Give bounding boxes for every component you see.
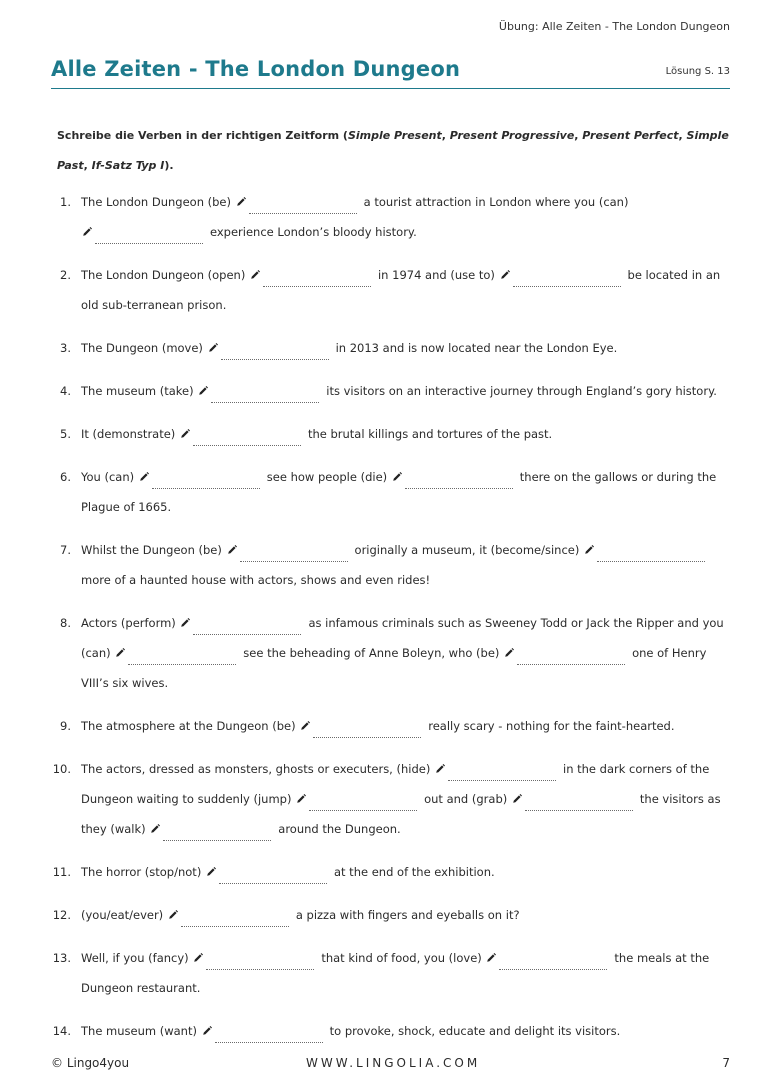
- separator: ,: [678, 129, 687, 142]
- pencil-icon: [486, 953, 496, 963]
- exercise-item: [0, 260, 768, 320]
- pencil-icon: [180, 429, 190, 439]
- pencil-icon: [139, 472, 149, 482]
- item-text: [81, 1016, 733, 1046]
- pencil-icon: [202, 1026, 212, 1036]
- answer-blank[interactable]: [219, 869, 327, 884]
- answer-blank[interactable]: [313, 723, 421, 738]
- exercise-item: [0, 900, 768, 930]
- pencil-icon: [115, 648, 125, 658]
- answer-blank[interactable]: [263, 272, 371, 287]
- item-number: 8.: [60, 616, 71, 630]
- item-text-segment: in the dark corners of the Dungeon waiting to suddenly (jump): [81, 762, 710, 806]
- answer-gap[interactable]: [167, 900, 296, 930]
- item-text-segment: originally a museum, it (become/since): [354, 543, 580, 557]
- item-text-segment: It (demonstrate): [81, 427, 176, 441]
- pencil-icon: [296, 794, 306, 804]
- item-text-segment: The actors, dressed as monsters, ghosts or executers, (hide): [81, 762, 431, 776]
- item-text-segment: in 1974 and (use to): [377, 268, 495, 282]
- answer-blank[interactable]: [240, 547, 348, 562]
- exercise-item: [0, 943, 768, 1003]
- pencil-icon: [150, 824, 160, 834]
- item-text-segment: there on the gallows or during the Plague of 1665.: [81, 470, 717, 514]
- website-link[interactable]: WWW.LINGOLIA.COM: [306, 1056, 481, 1070]
- answer-blank[interactable]: [95, 229, 203, 244]
- item-text-segment: a pizza with fingers and eyeballs on it?: [295, 908, 520, 922]
- answer-gap[interactable]: [192, 943, 321, 973]
- exercise-item: [0, 535, 768, 595]
- answer-blank[interactable]: [513, 272, 621, 287]
- item-text-segment: see how people (die): [266, 470, 388, 484]
- separator: ,: [83, 159, 92, 172]
- pencil-icon: [82, 227, 92, 237]
- item-number: 10.: [52, 762, 71, 776]
- exercise-item: [0, 1016, 768, 1046]
- item-text-segment: The Dungeon (move): [81, 341, 203, 355]
- answer-gap[interactable]: [235, 187, 364, 217]
- item-text: [81, 260, 733, 320]
- exercise-item: [0, 754, 768, 844]
- instruction-end: ).: [164, 159, 174, 172]
- pencil-icon: [250, 270, 260, 280]
- item-text: [81, 187, 733, 247]
- item-text-segment: The horror (stop/not): [81, 865, 202, 879]
- answer-gap[interactable]: [583, 535, 712, 565]
- item-text: [81, 900, 733, 930]
- answer-blank[interactable]: [211, 388, 319, 403]
- answer-blank[interactable]: [597, 547, 705, 562]
- title-divider: [51, 88, 730, 89]
- answer-blank[interactable]: [163, 826, 271, 841]
- tense-if-clause: If-Satz Typ I: [91, 159, 165, 172]
- answer-blank[interactable]: [309, 796, 417, 811]
- page-number: 7: [722, 1056, 730, 1070]
- item-text-segment: really scary - nothing for the faint-hearted.: [428, 719, 675, 733]
- answer-gap[interactable]: [511, 784, 640, 814]
- pencil-icon: [193, 953, 203, 963]
- item-number: 7.: [60, 543, 71, 557]
- solution-reference: Lösung S. 13: [665, 66, 730, 77]
- answer-gap[interactable]: [434, 754, 563, 784]
- pencil-icon: [236, 197, 246, 207]
- answer-gap[interactable]: [114, 638, 243, 668]
- answer-blank[interactable]: [181, 912, 289, 927]
- item-text-segment: The London Dungeon (open): [81, 268, 246, 282]
- answer-blank[interactable]: [249, 199, 357, 214]
- exercise-item: [0, 608, 768, 698]
- pencil-icon: [168, 910, 178, 920]
- answer-gap[interactable]: [81, 217, 210, 247]
- item-text: [81, 462, 733, 522]
- answer-gap[interactable]: [197, 376, 326, 406]
- exercise-item: [0, 711, 768, 741]
- item-number: 13.: [52, 951, 71, 965]
- pencil-icon: [180, 618, 190, 628]
- exercise-item: [0, 376, 768, 406]
- page-title: Alle Zeiten - The London Dungeon: [51, 57, 461, 81]
- item-text: [81, 711, 733, 741]
- item-text-segment: more of a haunted house with actors, shows and even rides!: [81, 573, 431, 587]
- item-number: 12.: [52, 908, 71, 922]
- exercise-item: [0, 333, 768, 363]
- item-text-segment: The London Dungeon (be): [81, 195, 231, 209]
- running-head: Übung: Alle Zeiten - The London Dungeon: [498, 20, 730, 33]
- answer-blank[interactable]: [152, 474, 260, 489]
- item-text: [81, 419, 733, 449]
- item-number: 6.: [60, 470, 71, 484]
- answer-blank[interactable]: [193, 431, 301, 446]
- exercise-item: [0, 462, 768, 522]
- item-text-segment: to provoke, shock, educate and delight its visitors.: [329, 1024, 621, 1038]
- answer-gap[interactable]: [503, 638, 632, 668]
- answer-blank[interactable]: [517, 650, 625, 665]
- answer-blank[interactable]: [193, 620, 301, 635]
- item-text: [81, 943, 733, 1003]
- item-text-segment: in 2013 and is now located near the London Eye.: [335, 341, 618, 355]
- answer-gap[interactable]: [249, 260, 378, 290]
- item-number: 5.: [60, 427, 71, 441]
- item-text-segment: the visitors as they (walk): [81, 792, 721, 836]
- item-text-segment: around the Dungeon.: [278, 822, 401, 836]
- item-text-segment: the brutal killings and tortures of the past.: [307, 427, 553, 441]
- pencil-icon: [206, 867, 216, 877]
- pencil-icon: [208, 343, 218, 353]
- item-text: [81, 857, 733, 887]
- exercise-list: [0, 187, 768, 1059]
- item-text-segment: Well, if you (fancy): [81, 951, 189, 965]
- instruction: [57, 121, 737, 181]
- pencil-icon: [435, 764, 445, 774]
- answer-gap[interactable]: [226, 535, 355, 565]
- answer-blank[interactable]: [448, 766, 556, 781]
- item-text-segment: experience London’s bloody history.: [210, 225, 417, 239]
- exercise-item: [0, 857, 768, 887]
- item-text-segment: that kind of food, you (love): [321, 951, 482, 965]
- answer-blank[interactable]: [405, 474, 513, 489]
- tense-simple-present: Simple Present: [347, 129, 442, 142]
- item-text: [81, 376, 733, 406]
- answer-gap[interactable]: [299, 711, 428, 741]
- item-text: [81, 608, 733, 698]
- copyright: © Lingo4you: [51, 1056, 130, 1070]
- pencil-icon: [227, 545, 237, 555]
- item-number: 2.: [60, 268, 71, 282]
- item-text-segment: as infamous criminals such as Sweeney Todd or Jack the Ripper and you (can): [81, 616, 724, 660]
- pencil-icon: [512, 794, 522, 804]
- item-text-segment: Actors (perform): [81, 616, 176, 630]
- item-text-segment: out and (grab): [424, 792, 508, 806]
- exercise-item: [0, 419, 768, 449]
- item-text-segment: its visitors on an interactive journey through England’s gory history.: [326, 384, 717, 398]
- answer-gap[interactable]: [499, 260, 628, 290]
- item-text-segment: a tourist attraction in London where you (can): [363, 195, 629, 209]
- pencil-icon: [500, 270, 510, 280]
- item-text: [81, 333, 733, 363]
- item-text-segment: one of Henry VIII’s six wives.: [81, 646, 707, 690]
- item-number: 3.: [60, 341, 71, 355]
- answer-gap[interactable]: [485, 943, 614, 973]
- answer-gap[interactable]: [391, 462, 520, 492]
- item-number: 14.: [52, 1024, 71, 1038]
- answer-gap[interactable]: [179, 419, 308, 449]
- pencil-icon: [584, 545, 594, 555]
- answer-gap[interactable]: [179, 608, 308, 638]
- separator: ,: [574, 129, 583, 142]
- instruction-lead: Schreibe die Verben in der richtigen Zeitform (: [57, 129, 348, 142]
- answer-blank[interactable]: [221, 345, 329, 360]
- item-text: [81, 535, 733, 595]
- item-text-segment: at the end of the exhibition.: [333, 865, 495, 879]
- item-text-segment: Whilst the Dungeon (be): [81, 543, 222, 557]
- answer-gap[interactable]: [207, 333, 336, 363]
- tense-simple-past: Simple Past: [57, 129, 729, 172]
- item-text-segment: The atmosphere at the Dungeon (be): [81, 719, 296, 733]
- answer-gap[interactable]: [295, 784, 424, 814]
- answer-blank[interactable]: [499, 955, 607, 970]
- item-text-segment: the meals at the Dungeon restaurant.: [81, 951, 710, 995]
- answer-gap[interactable]: [149, 814, 278, 844]
- answer-gap[interactable]: [138, 462, 267, 492]
- pencil-icon: [300, 721, 310, 731]
- tense-present-progressive: Present Progressive: [449, 129, 575, 142]
- item-text-segment: be located in an old sub-terranean prison.: [81, 268, 721, 312]
- answer-blank[interactable]: [206, 955, 314, 970]
- separator: ,: [441, 129, 450, 142]
- answer-blank[interactable]: [215, 1028, 323, 1043]
- exercise-item: [0, 187, 768, 247]
- item-number: 1.: [60, 195, 71, 209]
- answer-gap[interactable]: [201, 1016, 330, 1046]
- item-text-segment: The museum (take): [81, 384, 194, 398]
- item-text-segment: You (can): [81, 470, 135, 484]
- answer-gap[interactable]: [205, 857, 334, 887]
- item-number: 11.: [52, 865, 71, 879]
- item-number: 9.: [60, 719, 71, 733]
- item-text: [81, 754, 733, 844]
- answer-blank[interactable]: [525, 796, 633, 811]
- item-text-segment: see the beheading of Anne Boleyn, who (be): [243, 646, 500, 660]
- pencil-icon: [504, 648, 514, 658]
- item-number: 4.: [60, 384, 71, 398]
- pencil-icon: [198, 386, 208, 396]
- tense-present-perfect: Present Perfect: [582, 129, 679, 142]
- answer-blank[interactable]: [128, 650, 236, 665]
- item-text-segment: (you/eat/ever): [81, 908, 164, 922]
- item-text-segment: The museum (want): [81, 1024, 197, 1038]
- pencil-icon: [392, 472, 402, 482]
